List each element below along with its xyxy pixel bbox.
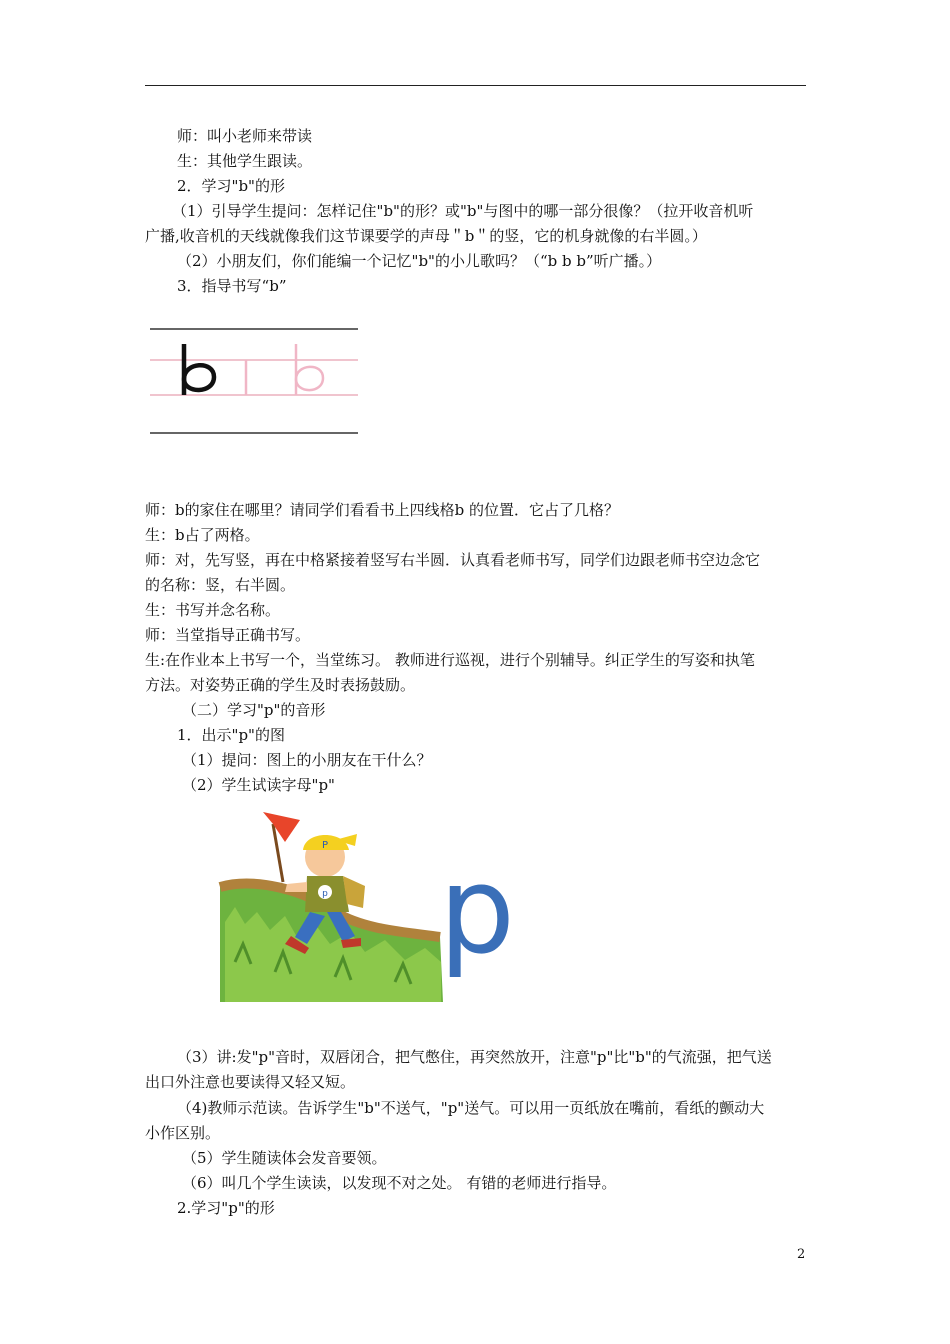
text-line-13: 师：当堂指导正确书写。 <box>145 626 311 644</box>
text-line-25: （6）叫几个学生读读，以发现不对之处。 有错的老师进行指导。 <box>182 1174 617 1192</box>
text-line-11: 的名称：竖，右半圆。 <box>145 576 296 594</box>
text-line-18: （1）提问：图上的小朋友在干什么？ <box>182 751 432 769</box>
page-number: 2 <box>797 1247 806 1262</box>
p-illustration <box>215 812 535 1002</box>
text-line-15: 方法。对姿势正确的学生及时表扬鼓励。 <box>145 676 416 694</box>
text-line-4: （1）引导学生提问：怎样记住"b"的形？或"b"与图中的哪一部分很像？（拉开收音机听 <box>172 202 754 220</box>
text-line-12: 生：书写并念名称。 <box>145 601 281 619</box>
text-line-3: 2．学习"b"的形 <box>177 177 285 195</box>
text-line-7: 3．指导书写“b” <box>177 277 287 295</box>
text-line-10: 师：对，先写竖，再在中格紧接着竖写右半圆．认真看老师书写，同学们边跟老师书空边念它 <box>145 551 761 569</box>
text-line-22: （4)教师示范读。告诉学生"b"不送气，"p"送气。可以用一页纸放在嘴前，看纸的颤动大 <box>177 1099 765 1117</box>
b-writing-figure <box>148 322 362 440</box>
text-line-21: 出口外注意也要读得又轻又短。 <box>145 1073 356 1091</box>
cap-letter: P <box>321 840 329 851</box>
text-line-19: （2）学生试读字母"p" <box>182 776 335 794</box>
text-line-2: 生：其他学生跟读。 <box>177 152 313 170</box>
text-line-14: 生:在作业本上书写一个，当堂练习。 教师进行巡视，进行个别辅导。纠正学生的写姿和执笔 <box>145 651 755 669</box>
header-rule <box>145 85 806 86</box>
text-line-9: 生：b占了两格。 <box>145 526 260 544</box>
badge-letter: p <box>322 889 328 899</box>
letter-p: p <box>438 842 516 981</box>
text-line-16: （二）学习"p"的音形 <box>182 701 326 719</box>
text-line-6: （2）小朋友们，你们能编一个记忆"b"的小儿歌吗？（“b b b”听广播。） <box>177 252 662 270</box>
text-line-23: 小作区别。 <box>145 1124 221 1142</box>
text-line-5: 广播,收音机的天线就像我们这节课要学的声母＂b＂的竖，它的机身就像的右半圆。） <box>145 227 707 245</box>
text-line-1: 师：叫小老师来带读 <box>177 127 313 145</box>
text-line-17: 1．出示"p"的图 <box>177 726 285 744</box>
text-line-26: 2.学习"p"的形 <box>177 1199 275 1217</box>
text-line-8: 师：b的家住在哪里？请同学们看看书上四线格b 的位置．它占了几格？ <box>145 501 619 519</box>
text-line-24: （5）学生随读体会发音要领。 <box>182 1149 387 1167</box>
text-line-20: （3）讲:发"p"音时，双唇闭合，把气憋住，再突然放开，注意"p"比"b"的气流强，把气送 <box>177 1048 772 1066</box>
